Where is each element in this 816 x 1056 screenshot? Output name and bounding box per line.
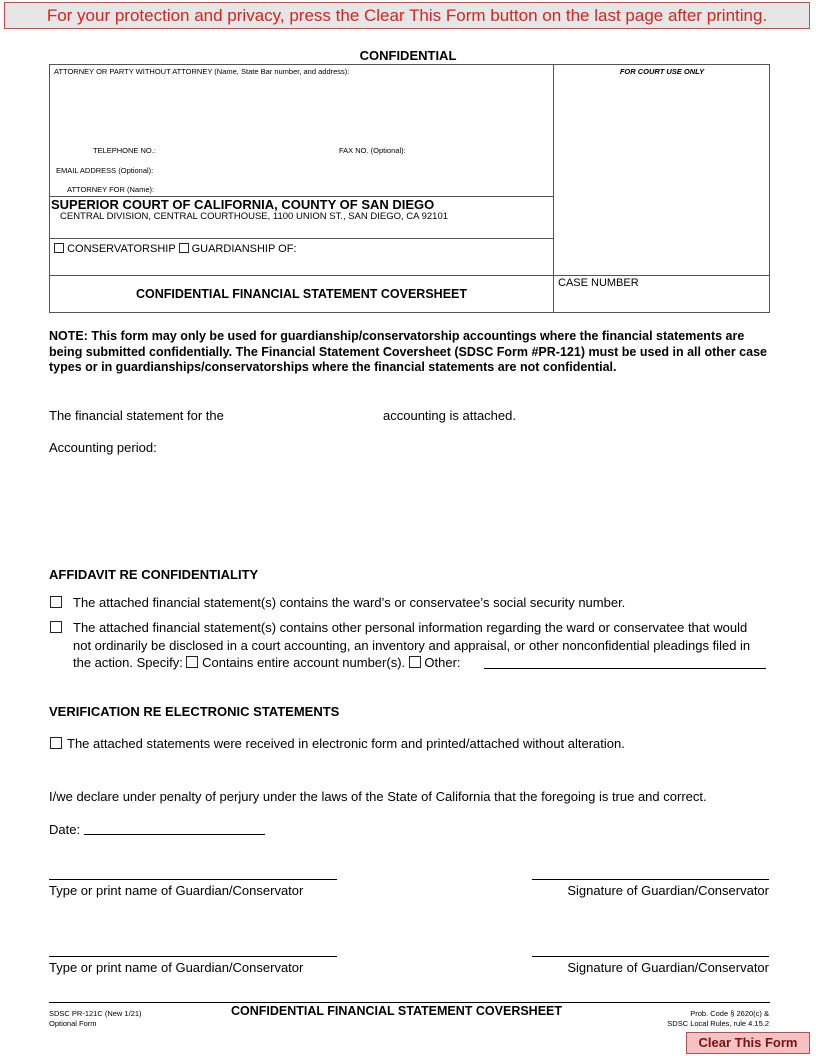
case-number-input[interactable] <box>558 292 766 310</box>
conservatorship-checkbox[interactable] <box>54 243 64 253</box>
account-number-checkbox[interactable] <box>186 656 198 668</box>
electronic-checkbox[interactable] <box>50 737 62 749</box>
name-label-1: Type or print name of Guardian/Conservator <box>49 883 304 898</box>
clear-form-button[interactable]: Clear This Form <box>686 1032 810 1054</box>
other-input[interactable] <box>484 668 766 669</box>
footer-code-1: Prob. Code § 2620(c) & <box>690 1009 769 1018</box>
footer-optional: Optional Form <box>49 1019 97 1028</box>
accounting-period-label: Accounting period: <box>49 440 157 455</box>
case-number-label: CASE NUMBER <box>558 277 639 289</box>
telephone-label: TELEPHONE NO.: <box>93 146 156 155</box>
ssn-statement: The attached financial statement(s) contains the ward’s or conservatee’s social security number. <box>73 595 626 610</box>
conservatorship-label: CONSERVATORSHIP <box>67 243 176 255</box>
verification-heading: VERIFICATION RE ELECTRONIC STATEMENTS <box>49 704 340 719</box>
other-label: Other: <box>424 655 461 670</box>
caption-divider-title <box>49 275 770 276</box>
attorney-for-label: ATTORNEY FOR (Name): <box>67 185 155 194</box>
specify-label: the action. Specify: <box>73 655 183 670</box>
personal-info-line1: The attached financial statement(s) contains other personal information regarding the ward or conservatee that would <box>73 620 748 635</box>
court-name: SUPERIOR COURT OF CALIFORNIA, COUNTY OF SAN DIEGO <box>51 197 435 212</box>
statement-prefix: The financial statement for the <box>49 408 224 423</box>
signature-label-2: Signature of Guardian/Conservator <box>567 960 769 975</box>
privacy-banner: For your protection and privacy, press the Clear This Form button on the last page after printing. <box>4 2 810 29</box>
other-checkbox[interactable] <box>409 656 421 668</box>
name-label-2: Type or print name of Guardian/Conservator <box>49 960 304 975</box>
personal-info-line3 <box>73 655 461 670</box>
date-label: Date: <box>49 822 81 837</box>
fax-label: FAX NO. (Optional): <box>339 146 406 155</box>
form-title: CONFIDENTIAL FINANCIAL STATEMENT COVERSHEET <box>135 287 468 301</box>
personal-info-line2: not ordinarily be disclosed in a court accounting, an inventory and appraisal, or other nonconfidential pleadings filed in <box>73 638 751 653</box>
court-address: CENTRAL DIVISION, CENTRAL COURTHOUSE, 1100 UNION ST., SAN DIEGO, CA 92101 <box>60 211 449 222</box>
case-type-row <box>54 243 297 255</box>
guardianship-checkbox[interactable] <box>179 243 189 253</box>
electronic-statement: The attached statements were received in electronic form and printed/attached without alteration. <box>67 736 625 751</box>
court-use-label: FOR COURT USE ONLY <box>619 67 705 76</box>
name-line-2[interactable] <box>49 956 337 957</box>
footer-rule <box>49 1002 770 1003</box>
accounting-type-input[interactable] <box>232 405 378 423</box>
account-number-label: Contains entire account number(s). <box>202 655 406 670</box>
signature-line-1[interactable] <box>532 879 769 880</box>
footer-form-id: SDSC PR-121C (New 1/21) <box>49 1009 142 1018</box>
signature-label-1: Signature of Guardian/Conservator <box>567 883 769 898</box>
personal-info-checkbox[interactable] <box>50 621 62 633</box>
name-line-1[interactable] <box>49 879 337 880</box>
footer-code-2: SDSC Local Rules, rule 4.15.2 <box>667 1019 769 1028</box>
affidavit-heading: AFFIDAVIT RE CONFIDENTIALITY <box>49 567 259 582</box>
email-label: EMAIL ADDRESS (Optional): <box>56 166 154 175</box>
caption-divider-case <box>49 238 554 239</box>
ssn-checkbox[interactable] <box>50 596 62 608</box>
note-paragraph: NOTE: This form may only be used for guardianship/conservatorship accountings where the financial statements are being submitted confidentially. The Financial Statement Coversheet (SDSC Form #PR-121) must be used in all other case types or in guardianships/conservatorships where the financial statements are not confidential. <box>49 329 767 374</box>
accounting-period-input[interactable] <box>164 437 464 455</box>
signature-line-2[interactable] <box>532 956 769 957</box>
attorney-label: ATTORNEY OR PARTY WITHOUT ATTORNEY (Name, State Bar number, and address): <box>54 67 350 76</box>
footer-title: CONFIDENTIAL FINANCIAL STATEMENT COVERSHEET <box>231 1004 563 1018</box>
confidential-heading: CONFIDENTIAL <box>359 48 457 63</box>
guardianship-label: GUARDIANSHIP OF: <box>191 243 297 255</box>
perjury-declaration: I/we declare under penalty of perjury under the laws of the State of California that the foregoing is true and correct. <box>49 789 707 804</box>
date-input[interactable] <box>84 834 265 835</box>
statement-suffix: accounting is attached. <box>383 408 516 423</box>
attorney-input[interactable] <box>54 78 549 142</box>
